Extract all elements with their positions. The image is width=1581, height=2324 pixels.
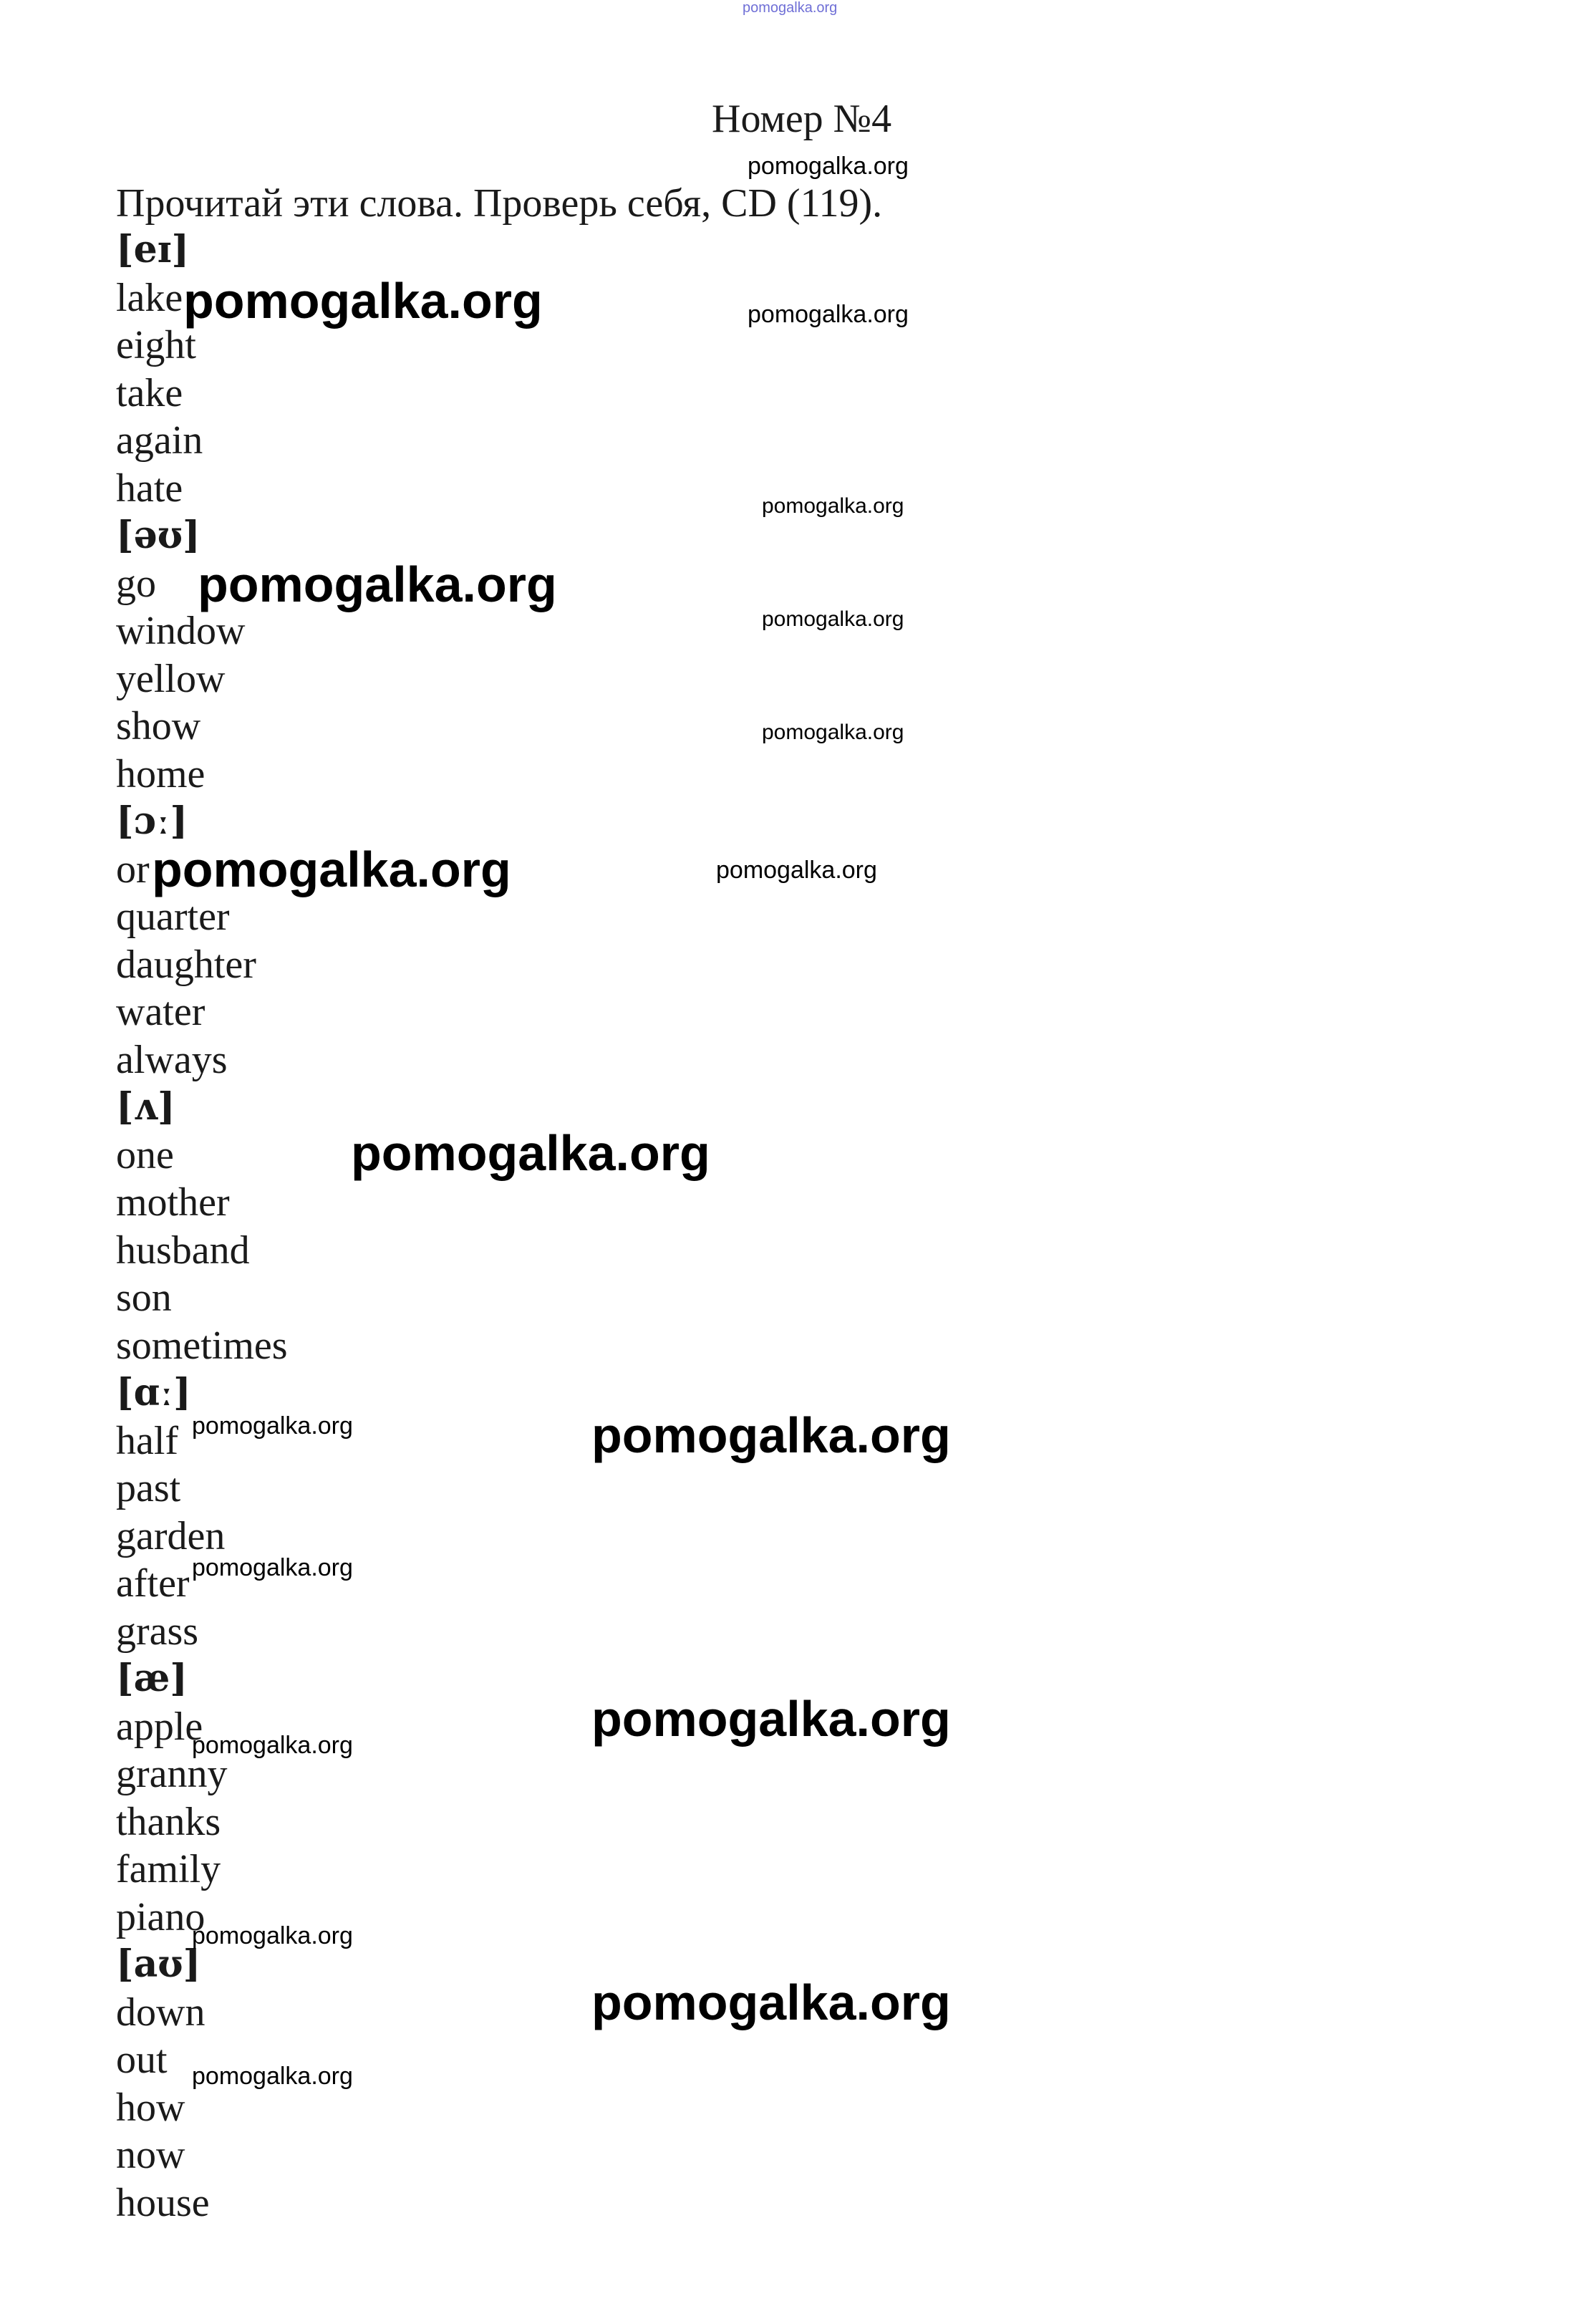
word-item: quarter: [116, 895, 230, 939]
word-item: family: [116, 1847, 221, 1891]
watermark-text: pomogalka.org: [198, 556, 557, 612]
watermark-text: pomogalka.org: [192, 1412, 353, 1440]
word-item: again: [116, 418, 203, 463]
word-item: granny: [116, 1752, 228, 1796]
word-item: out: [116, 2038, 168, 2082]
word-item: down: [116, 1990, 206, 2035]
word-item: thanks: [116, 1799, 221, 1844]
word-item: house: [116, 2180, 210, 2225]
word-item: one: [116, 1132, 174, 1177]
watermark-text: pomogalka.org: [762, 607, 904, 631]
watermark-text: pomogalka.org: [351, 1125, 710, 1181]
watermark-text: pomogalka.org: [183, 273, 543, 329]
sound-heading: [ɔː]: [116, 799, 188, 843]
word-item: hate: [116, 466, 183, 511]
exercise-instruction: Прочитай эти слова. Проверь себя, CD (119).: [116, 181, 883, 226]
word-item: piano: [116, 1894, 206, 1939]
word-item: home: [116, 751, 206, 796]
word-item: now: [116, 2133, 185, 2177]
word-item: mother: [116, 1180, 230, 1225]
word-item: sometimes: [116, 1323, 288, 1368]
watermark-text: pomogalka.org: [192, 2063, 353, 2090]
header-watermark: pomogalka.org: [743, 0, 838, 16]
word-item: son: [116, 1276, 172, 1320]
word-item: apple: [116, 1704, 203, 1749]
word-item: water: [116, 990, 206, 1034]
watermark-text: pomogalka.org: [591, 1407, 951, 1463]
watermark-text: pomogalka.org: [192, 1732, 353, 1759]
watermark-text: pomogalka.org: [192, 1554, 353, 1581]
word-item: yellow: [116, 656, 226, 701]
word-item: take: [116, 370, 183, 415]
word-item: show: [116, 704, 201, 748]
watermark-text: pomogalka.org: [748, 153, 909, 180]
word-item: lake: [116, 275, 183, 320]
watermark-text: pomogalka.org: [748, 301, 909, 328]
word-item: always: [116, 1037, 228, 1082]
word-item: how: [116, 2085, 185, 2130]
watermark-text: pomogalka.org: [591, 1691, 951, 1747]
exercise-heading: Номер №4: [712, 97, 892, 141]
word-item: go: [116, 561, 156, 606]
sound-heading: [əʊ]: [116, 514, 200, 557]
watermark-text: pomogalka.org: [591, 1975, 951, 2030]
sound-heading: [ɑː]: [116, 1371, 191, 1414]
word-item: half: [116, 1418, 179, 1463]
word-item: husband: [116, 1228, 250, 1273]
sound-heading: [aʊ]: [116, 1942, 201, 1986]
sound-heading: [ʌ]: [116, 1085, 175, 1129]
watermark-text: pomogalka.org: [762, 494, 904, 518]
sound-heading: [eɪ]: [116, 228, 190, 271]
word-item: after: [116, 1561, 190, 1606]
watermark-text: pomogalka.org: [192, 1922, 353, 1949]
word-item: eight: [116, 323, 196, 367]
watermark-text: pomogalka.org: [762, 720, 904, 744]
word-item: grass: [116, 1609, 199, 1654]
word-item: daughter: [116, 942, 256, 987]
watermark-text: pomogalka.org: [152, 842, 511, 897]
word-item: past: [116, 1466, 181, 1510]
word-item: or: [116, 847, 150, 892]
word-item: garden: [116, 1513, 226, 1558]
watermark-text: pomogalka.org: [716, 857, 877, 884]
sound-heading: [æ]: [116, 1657, 188, 1700]
word-item: window: [116, 609, 246, 653]
